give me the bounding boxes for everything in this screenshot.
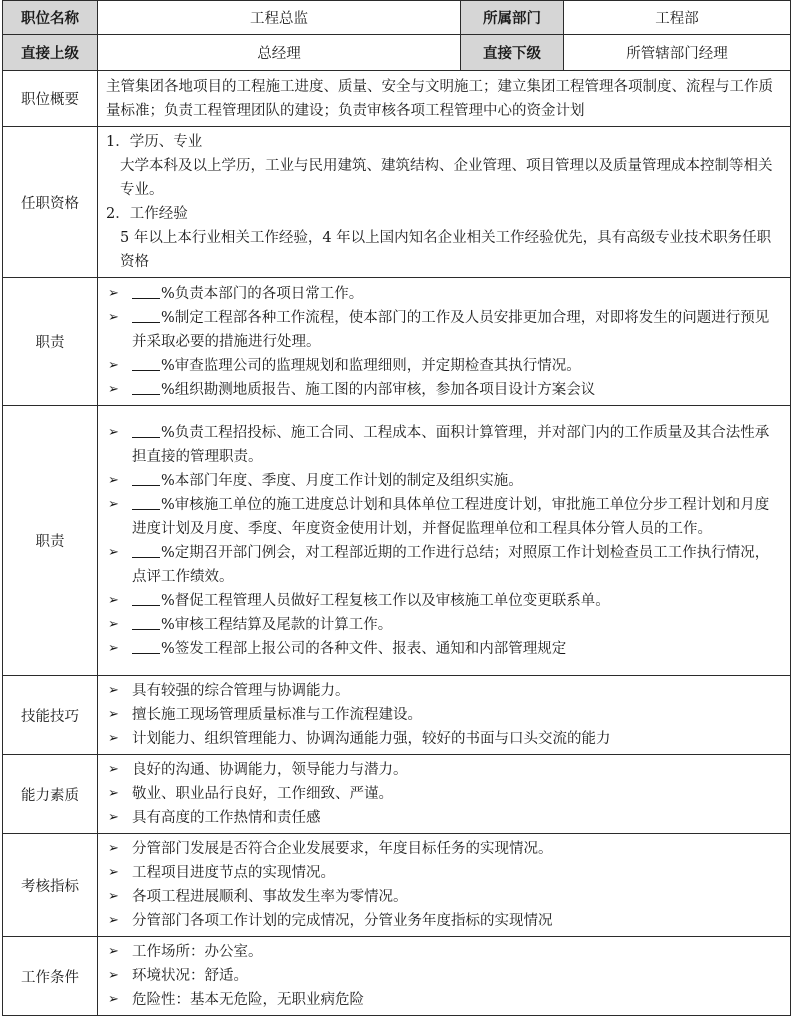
list-item	[106, 988, 782, 1012]
summary-text: 主管集团各地项目的工程施工进度、质量、安全与文明施工；建立集团工程管理各项制度、流程与工作质量标准；负责工程管理团队的建设；负责审核各项工程管理中心的资金计划	[98, 71, 791, 127]
list-item	[106, 354, 782, 378]
percentage-blank	[132, 495, 160, 510]
list-item	[106, 782, 782, 806]
qualification-body-experience: 5 年以上本行业相关工作经验，4 年以上国内知名企业相关工作经验优先，具有高级专业技术职务任职资格	[120, 230, 772, 270]
percentage-blank	[132, 423, 160, 438]
arrowhead-bullet-icon: ➢	[108, 968, 119, 983]
job-description-table	[2, 0, 791, 1016]
duties-list-2	[106, 421, 782, 661]
arrowhead-bullet-icon: ➢	[108, 865, 119, 880]
conditions-list	[106, 940, 782, 1012]
list-item-text: 具有高度的工作热情和责任感	[132, 810, 321, 826]
duties-label-1: 职责	[3, 278, 98, 406]
percentage-blank	[132, 615, 160, 630]
abilities-list	[106, 758, 782, 830]
conditions-content	[98, 937, 791, 1016]
abilities-content	[98, 755, 791, 834]
list-item-text: %签发工程部上报公司的各种文件、报表、通知和内部管理规定	[161, 640, 567, 657]
duties-list-1	[106, 282, 782, 402]
percentage-blank	[132, 543, 160, 558]
list-item-text: 工程项目进度节点的实现情况。	[132, 865, 335, 881]
qualification-title-experience: 2．工作经验	[106, 206, 188, 222]
list-item-text: 良好的沟通、协调能力，领导能力与潜力。	[132, 762, 408, 778]
skills-label: 技能技巧	[3, 676, 98, 755]
list-item-text: 工作场所：办公室。	[132, 944, 263, 960]
qualification-label: 任职资格	[3, 127, 98, 278]
arrowhead-bullet-icon: ➢	[108, 762, 119, 777]
arrowhead-bullet-icon: ➢	[108, 285, 119, 301]
list-item	[106, 378, 782, 402]
list-item	[106, 806, 782, 830]
arrowhead-bullet-icon: ➢	[108, 424, 119, 440]
list-item-text: %制定工程部各种工作流程，使本部门的工作及人员安排更加合理，对即将发生的问题进行预见并采取必要的措施进行处理。	[132, 309, 770, 350]
percentage-blank	[132, 591, 160, 606]
duties-content-2	[98, 406, 791, 676]
superior-value: 总经理	[98, 35, 461, 71]
duties-content-1	[98, 278, 791, 406]
list-item-text: %本部门年度、季度、月度工作计划的制定及组织实施。	[161, 472, 523, 489]
arrowhead-bullet-icon: ➢	[108, 472, 119, 488]
subordinate-label: 直接下级	[461, 35, 564, 71]
list-item	[106, 469, 782, 493]
summary-row	[3, 71, 791, 127]
list-item	[106, 637, 782, 661]
arrowhead-bullet-icon: ➢	[108, 640, 119, 656]
percentage-blank	[132, 471, 160, 486]
list-item-text: 各项工程进展顺利、事故发生率为零情况。	[132, 889, 408, 905]
list-item-text: %审核施工单位的施工进度总计划和具体单位工程进度计划，审批施工单位分步工程计划和月度进度计划及月度、季度、年度资金使用计划，并督促监理单位和工程具体分管人员的工作。	[132, 496, 770, 537]
summary-label: 职位概要	[3, 71, 98, 127]
qualification-row	[3, 127, 791, 278]
position-name-label: 职位名称	[3, 1, 98, 35]
list-item	[106, 589, 782, 613]
arrowhead-bullet-icon: ➢	[108, 544, 119, 560]
arrowhead-bullet-icon: ➢	[108, 786, 119, 801]
arrowhead-bullet-icon: ➢	[108, 944, 119, 959]
list-item	[106, 282, 782, 306]
duties-row-2	[3, 406, 791, 676]
list-item	[106, 940, 782, 964]
skills-list	[106, 679, 782, 751]
list-item	[106, 758, 782, 782]
list-item-text: %负责本部门的各项日常工作。	[161, 285, 364, 302]
list-item-text: 分管部门发展是否符合企业发展要求，年度目标任务的实现情况。	[132, 841, 553, 857]
list-item	[106, 493, 782, 541]
arrowhead-bullet-icon: ➢	[108, 309, 119, 325]
list-item	[106, 679, 782, 703]
list-item	[106, 703, 782, 727]
arrowhead-bullet-icon: ➢	[108, 707, 119, 722]
list-item-text: 敬业、职业品行良好，工作细致、严谨。	[132, 786, 393, 802]
kpi-content	[98, 834, 791, 937]
department-value: 工程部	[564, 1, 791, 35]
header-row-1	[3, 1, 791, 35]
list-item-text: %定期召开部门例会，对工程部近期的工作进行总结；对照原工作计划检查员工工作执行情况，点评工作绩效。	[132, 544, 770, 585]
list-item	[106, 837, 782, 861]
list-item	[106, 306, 782, 354]
list-item	[106, 727, 782, 751]
arrowhead-bullet-icon: ➢	[108, 810, 119, 825]
superior-label: 直接上级	[3, 35, 98, 71]
list-item-text: 分管部门各项工作计划的完成情况，分管业务年度指标的实现情况	[132, 913, 553, 929]
percentage-blank	[132, 284, 160, 299]
abilities-label: 能力素质	[3, 755, 98, 834]
position-name-value: 工程总监	[98, 1, 461, 35]
arrowhead-bullet-icon: ➢	[108, 889, 119, 904]
conditions-label: 工作条件	[3, 937, 98, 1016]
list-item-text: %督促工程管理人员做好工程复核工作以及审核施工单位变更联系单。	[161, 592, 610, 609]
qualification-title-education: 1．学历、专业	[106, 134, 203, 150]
list-item	[106, 909, 782, 933]
skills-row	[3, 676, 791, 755]
kpi-label: 考核指标	[3, 834, 98, 937]
qualification-content	[98, 127, 791, 278]
list-item	[106, 964, 782, 988]
percentage-blank	[132, 308, 160, 323]
list-item-text: %审核工程结算及尾款的计算工作。	[161, 616, 393, 633]
list-item-text: 擅长施工现场管理质量标准与工作流程建设。	[132, 707, 422, 723]
header-row-2	[3, 35, 791, 71]
list-item	[106, 861, 782, 885]
subordinate-value: 所管辖部门经理	[564, 35, 791, 71]
percentage-blank	[132, 380, 160, 395]
list-item-text: %负责工程招投标、施工合同、工程成本、面积计算管理，并对部门内的工作质量及其合法性承担直接的管理职责。	[132, 424, 770, 465]
duties-label-2: 职责	[3, 406, 98, 676]
arrowhead-bullet-icon: ➢	[108, 683, 119, 698]
department-label: 所属部门	[461, 1, 564, 35]
arrowhead-bullet-icon: ➢	[108, 992, 119, 1007]
percentage-blank	[132, 356, 160, 371]
kpi-list	[106, 837, 782, 933]
list-item-text: %审查监理公司的监理规划和监理细则，并定期检查其执行情况。	[161, 357, 581, 374]
arrowhead-bullet-icon: ➢	[108, 357, 119, 373]
arrowhead-bullet-icon: ➢	[108, 731, 119, 746]
arrowhead-bullet-icon: ➢	[108, 381, 119, 397]
list-item	[106, 613, 782, 637]
arrowhead-bullet-icon: ➢	[108, 496, 119, 512]
list-item	[106, 541, 782, 589]
skills-content	[98, 676, 791, 755]
qualification-body-education: 大学本科及以上学历，工业与民用建筑、建筑结构、企业管理、项目管理以及质量管理成本控制等相关专业。	[120, 158, 773, 198]
list-item-text: 计划能力、组织管理能力、协调沟通能力强，较好的书面与口头交流的能力	[132, 731, 611, 747]
abilities-row	[3, 755, 791, 834]
arrowhead-bullet-icon: ➢	[108, 913, 119, 928]
arrowhead-bullet-icon: ➢	[108, 841, 119, 856]
percentage-blank	[132, 639, 160, 654]
arrowhead-bullet-icon: ➢	[108, 592, 119, 608]
list-item	[106, 885, 782, 909]
list-item-text: 具有较强的综合管理与协调能力。	[132, 683, 350, 699]
arrowhead-bullet-icon: ➢	[108, 616, 119, 632]
conditions-row	[3, 937, 791, 1016]
list-item-text: %组织勘测地质报告、施工图的内部审核，参加各项目设计方案会议	[161, 381, 596, 398]
list-item-text: 危险性：基本无危险，无职业病危险	[132, 992, 364, 1008]
duties-row-1	[3, 278, 791, 406]
kpi-row	[3, 834, 791, 937]
list-item-text: 环境状况：舒适。	[132, 968, 248, 984]
list-item	[106, 421, 782, 469]
